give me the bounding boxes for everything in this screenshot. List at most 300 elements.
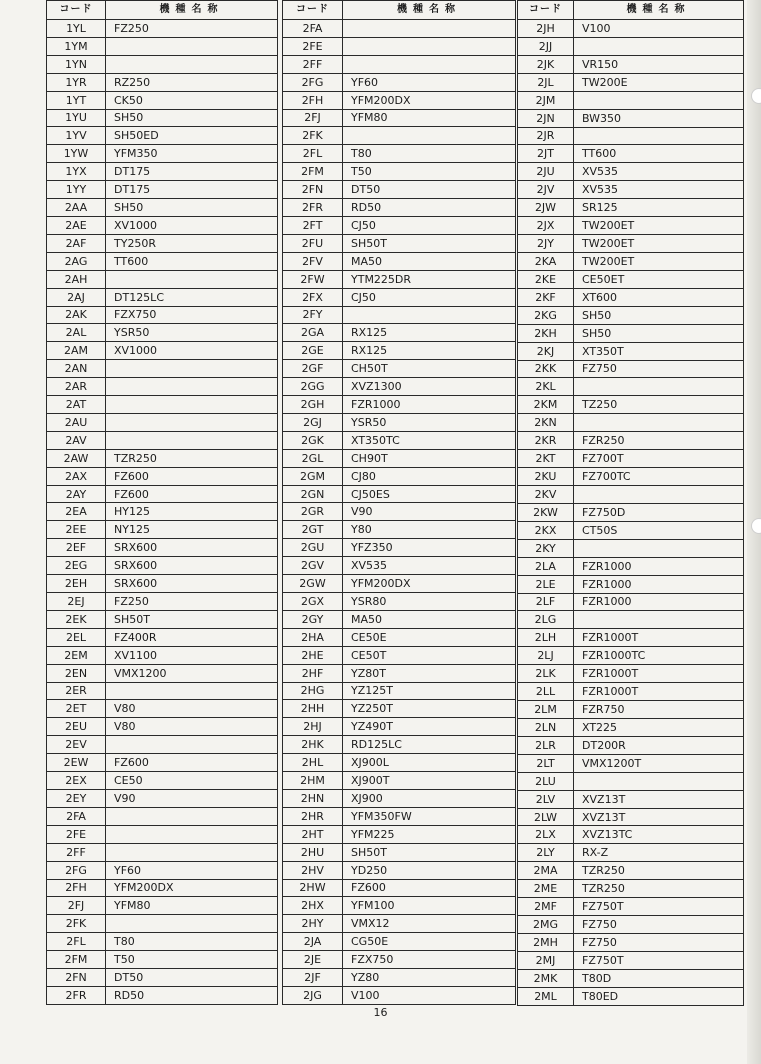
model-name-cell: FZ700T	[574, 450, 744, 468]
model-name-cell: FZ600	[106, 485, 278, 503]
model-code-table-middle	[282, 0, 516, 1005]
table-row	[518, 557, 744, 575]
table-row	[47, 413, 278, 431]
model-name-cell: FZX750	[106, 306, 278, 324]
model-name-cell: XVZ1300	[343, 378, 516, 396]
model-name-cell: CJ50	[343, 216, 516, 234]
table-row	[47, 216, 278, 234]
model-name-cell	[106, 270, 278, 288]
model-name-cell: FZX750	[343, 951, 516, 969]
model-code-cell: 2FY	[283, 306, 343, 324]
model-name-cell: TW200ET	[574, 235, 744, 253]
table-row	[283, 288, 516, 306]
model-name-cell	[106, 378, 278, 396]
model-code-cell: 2LK	[518, 665, 574, 683]
model-code-cell: 2FW	[283, 270, 343, 288]
model-name-cell: BW350	[574, 109, 744, 127]
model-code-cell: 2FE	[283, 37, 343, 55]
table-row	[518, 109, 744, 127]
table-row	[283, 252, 516, 270]
table-row	[283, 378, 516, 396]
model-code-cell: 1YU	[47, 109, 106, 127]
model-name-cell: XT350T	[574, 342, 744, 360]
table-row	[283, 772, 516, 790]
table-row	[47, 897, 278, 915]
table-row	[47, 73, 278, 91]
model-code-cell: 2KV	[518, 485, 574, 503]
model-name-cell: YZ250T	[343, 700, 516, 718]
model-code-cell: 2LR	[518, 736, 574, 754]
model-name-cell: CT50S	[574, 521, 744, 539]
model-name-cell: YFM350	[106, 145, 278, 163]
model-name-cell	[574, 485, 744, 503]
table-row	[47, 807, 278, 825]
model-name-cell: TZ250	[574, 396, 744, 414]
model-code-cell: 2EK	[47, 610, 106, 628]
table-row	[47, 575, 278, 593]
model-name-cell: XT600	[574, 288, 744, 306]
model-code-cell: 2JR	[518, 127, 574, 145]
model-code-cell: 2LX	[518, 826, 574, 844]
name-header: 機種名称	[343, 1, 516, 20]
model-code-cell: 2GM	[283, 467, 343, 485]
model-code-cell: 2EN	[47, 664, 106, 682]
model-code-cell: 2EL	[47, 628, 106, 646]
table-row	[518, 575, 744, 593]
model-code-cell: 2JU	[518, 163, 574, 181]
model-name-cell: YSR50	[106, 324, 278, 342]
table-row	[283, 539, 516, 557]
model-name-cell: FZR1000	[343, 396, 516, 414]
model-name-cell: CE50ET	[574, 270, 744, 288]
table-row	[47, 557, 278, 575]
model-code-cell: 2EF	[47, 539, 106, 557]
table-row	[283, 55, 516, 73]
model-name-cell: YFZ350	[343, 539, 516, 557]
table-row	[518, 503, 744, 521]
model-code-cell: 2JM	[518, 91, 574, 109]
model-name-cell: TT600	[574, 145, 744, 163]
model-name-cell: DT50	[343, 181, 516, 199]
model-name-cell: FZ250	[106, 593, 278, 611]
model-name-cell: FZ600	[106, 467, 278, 485]
model-name-cell: YSR80	[343, 593, 516, 611]
model-code-cell: 2AF	[47, 234, 106, 252]
model-name-cell	[106, 431, 278, 449]
model-code-cell: 2AJ	[47, 288, 106, 306]
table-row	[283, 754, 516, 772]
model-code-cell: 1YR	[47, 73, 106, 91]
model-code-cell: 2GL	[283, 449, 343, 467]
model-code-cell: 2EX	[47, 772, 106, 790]
name-header: 機種名称	[106, 1, 278, 20]
model-name-cell: CE50E	[343, 628, 516, 646]
model-name-cell: DT125LC	[106, 288, 278, 306]
table-row	[47, 109, 278, 127]
model-name-cell: YFM200DX	[106, 879, 278, 897]
model-code-cell: 2EW	[47, 754, 106, 772]
model-code-cell: 2HF	[283, 664, 343, 682]
model-code-cell: 2FR	[47, 986, 106, 1004]
model-name-cell: XV1100	[106, 646, 278, 664]
table-row	[283, 736, 516, 754]
model-code-cell: 2HJ	[283, 718, 343, 736]
model-name-cell: YZ80T	[343, 664, 516, 682]
table-row	[283, 449, 516, 467]
model-code-cell: 2GR	[283, 503, 343, 521]
table-row	[518, 862, 744, 880]
table-row	[518, 701, 744, 719]
model-name-cell: FZ750	[574, 934, 744, 952]
table-row	[283, 700, 516, 718]
table-row	[47, 360, 278, 378]
model-code-cell: 2EU	[47, 718, 106, 736]
model-code-cell: 2LY	[518, 844, 574, 862]
model-name-cell: TZR250	[574, 880, 744, 898]
model-code-cell: 2LN	[518, 718, 574, 736]
model-name-cell: XT350TC	[343, 431, 516, 449]
model-code-cell: 2FJ	[47, 897, 106, 915]
model-name-cell: SRX600	[106, 575, 278, 593]
model-name-cell: RD50	[106, 986, 278, 1004]
table-row	[47, 181, 278, 199]
table-row	[518, 629, 744, 647]
model-name-cell: XT225	[574, 718, 744, 736]
model-code-cell: 2KH	[518, 324, 574, 342]
table-row	[47, 700, 278, 718]
code-header: コード	[283, 1, 343, 20]
table-row	[518, 235, 744, 253]
model-name-cell: XJ900T	[343, 772, 516, 790]
table-row	[47, 772, 278, 790]
table-row	[283, 431, 516, 449]
model-name-cell: SRX600	[106, 539, 278, 557]
model-code-cell: 2AL	[47, 324, 106, 342]
model-name-cell	[343, 127, 516, 145]
model-name-cell: XV1000	[106, 216, 278, 234]
model-name-cell: FZR1000T	[574, 683, 744, 701]
model-code-cell: 2FE	[47, 825, 106, 843]
model-name-cell: VMX1200	[106, 664, 278, 682]
table-row	[283, 646, 516, 664]
table-row	[518, 324, 744, 342]
model-name-cell: SH50	[574, 306, 744, 324]
model-name-cell	[343, 37, 516, 55]
model-code-cell: 2GJ	[283, 413, 343, 431]
table-row	[283, 825, 516, 843]
code-header: コード	[518, 1, 574, 20]
model-code-cell: 2FM	[283, 163, 343, 181]
table-row	[283, 861, 516, 879]
model-code-cell: 2LV	[518, 790, 574, 808]
model-code-cell: 2FV	[283, 252, 343, 270]
model-code-cell: 2HL	[283, 754, 343, 772]
model-code-cell: 1YX	[47, 163, 106, 181]
table-row	[518, 772, 744, 790]
table-row	[47, 593, 278, 611]
table-row	[518, 880, 744, 898]
punch-hole-bottom	[751, 518, 761, 534]
table-row	[283, 610, 516, 628]
table-row	[283, 360, 516, 378]
model-code-cell: 2HG	[283, 682, 343, 700]
model-code-cell: 2GV	[283, 557, 343, 575]
table-row	[518, 790, 744, 808]
model-name-cell: RX-Z	[574, 844, 744, 862]
table-row	[283, 216, 516, 234]
model-code-cell: 2KU	[518, 468, 574, 486]
table-row	[518, 754, 744, 772]
model-name-cell: DT175	[106, 181, 278, 199]
model-name-cell	[343, 20, 516, 38]
model-name-cell: FZ750	[574, 360, 744, 378]
model-name-cell: V80	[106, 700, 278, 718]
model-name-cell: XVZ13TC	[574, 826, 744, 844]
table-row	[283, 879, 516, 897]
model-name-cell	[106, 843, 278, 861]
model-name-cell	[106, 736, 278, 754]
table-row	[283, 593, 516, 611]
table-row	[47, 378, 278, 396]
table-row	[518, 378, 744, 396]
model-name-cell: V90	[343, 503, 516, 521]
model-name-cell: YZ490T	[343, 718, 516, 736]
table-row	[47, 628, 278, 646]
model-code-cell: 2FG	[47, 861, 106, 879]
table-row	[47, 467, 278, 485]
table-row	[283, 270, 516, 288]
model-code-cell: 2KX	[518, 521, 574, 539]
model-code-cell: 2HK	[283, 736, 343, 754]
table-row	[47, 252, 278, 270]
table-row	[47, 825, 278, 843]
model-code-cell: 2GN	[283, 485, 343, 503]
model-code-cell: 2HA	[283, 628, 343, 646]
model-code-cell: 2LL	[518, 683, 574, 701]
model-code-cell: 2FL	[283, 145, 343, 163]
model-name-cell: V90	[106, 789, 278, 807]
model-name-cell: HY125	[106, 503, 278, 521]
model-code-cell: 2LF	[518, 593, 574, 611]
table-row	[283, 91, 516, 109]
model-code-cell: 2HR	[283, 807, 343, 825]
model-name-cell	[574, 127, 744, 145]
model-code-cell: 2LE	[518, 575, 574, 593]
model-code-cell: 2AG	[47, 252, 106, 270]
table-row	[283, 181, 516, 199]
model-name-cell	[106, 915, 278, 933]
model-code-cell: 2JY	[518, 235, 574, 253]
model-code-cell: 2KL	[518, 378, 574, 396]
model-code-cell: 2HX	[283, 897, 343, 915]
model-name-cell: T80ED	[574, 987, 744, 1005]
model-name-cell: FZR1000T	[574, 665, 744, 683]
model-name-cell: SH50	[106, 109, 278, 127]
model-name-cell: MA50	[343, 252, 516, 270]
model-name-cell: TY250R	[106, 234, 278, 252]
table-row	[283, 396, 516, 414]
table-row	[283, 324, 516, 342]
model-code-cell: 1YT	[47, 91, 106, 109]
model-code-cell: 2AW	[47, 449, 106, 467]
model-code-cell: 2AN	[47, 360, 106, 378]
model-code-cell: 2LM	[518, 701, 574, 719]
table-row	[47, 234, 278, 252]
model-code-cell: 2GH	[283, 396, 343, 414]
table-row	[283, 485, 516, 503]
model-code-cell: 2FH	[47, 879, 106, 897]
model-name-cell	[574, 414, 744, 432]
table-row	[47, 915, 278, 933]
model-code-cell: 2GT	[283, 521, 343, 539]
table-row	[47, 521, 278, 539]
model-code-cell: 2LW	[518, 808, 574, 826]
table-row	[518, 91, 744, 109]
model-name-cell: RZ250	[106, 73, 278, 91]
model-code-cell: 2FT	[283, 216, 343, 234]
table-row	[47, 610, 278, 628]
table-row	[518, 342, 744, 360]
model-code-cell: 2FM	[47, 951, 106, 969]
model-name-cell	[574, 772, 744, 790]
table-row	[283, 664, 516, 682]
model-name-cell: FZR1000TC	[574, 647, 744, 665]
model-name-cell	[574, 378, 744, 396]
model-name-cell: YF60	[343, 73, 516, 91]
table-row	[283, 413, 516, 431]
table-row	[47, 861, 278, 879]
table-row	[283, 933, 516, 951]
model-name-cell: TW200E	[574, 73, 744, 91]
model-code-cell: 2EM	[47, 646, 106, 664]
model-name-cell: SH50	[574, 324, 744, 342]
model-name-cell: YFM100	[343, 897, 516, 915]
table-row	[518, 145, 744, 163]
model-code-cell: 2JW	[518, 199, 574, 217]
model-name-cell: XV535	[343, 557, 516, 575]
model-name-cell: RD125LC	[343, 736, 516, 754]
table-row	[47, 163, 278, 181]
model-code-cell: 2JV	[518, 181, 574, 199]
table-row	[283, 789, 516, 807]
table-row	[283, 986, 516, 1004]
model-code-cell: 1YN	[47, 55, 106, 73]
model-name-cell: RX125	[343, 324, 516, 342]
model-name-cell: DT50	[106, 969, 278, 987]
table-row	[518, 199, 744, 217]
model-code-cell: 2GF	[283, 360, 343, 378]
model-name-cell: FZ600	[106, 754, 278, 772]
table-row	[47, 342, 278, 360]
table-row	[518, 898, 744, 916]
table-row	[47, 503, 278, 521]
model-name-cell: NY125	[106, 521, 278, 539]
model-code-cell: 2JF	[283, 969, 343, 987]
model-name-cell: TZR250	[574, 862, 744, 880]
model-name-cell	[106, 396, 278, 414]
code-header: コード	[47, 1, 106, 20]
table-row	[47, 431, 278, 449]
model-code-cell: 2AK	[47, 306, 106, 324]
table-row	[518, 432, 744, 450]
table-row	[518, 808, 744, 826]
table-row	[518, 450, 744, 468]
model-code-cell: 2JE	[283, 951, 343, 969]
model-name-cell: YSR50	[343, 413, 516, 431]
model-code-cell: 2GU	[283, 539, 343, 557]
model-code-cell: 2FR	[283, 199, 343, 217]
model-name-cell: XV535	[574, 181, 744, 199]
table-row	[518, 539, 744, 557]
model-name-cell: FZ400R	[106, 628, 278, 646]
model-code-cell: 2EY	[47, 789, 106, 807]
table-row	[518, 181, 744, 199]
model-code-cell: 2HU	[283, 843, 343, 861]
model-name-cell: T80D	[574, 969, 744, 987]
model-code-cell: 2MG	[518, 916, 574, 934]
model-code-cell: 2LA	[518, 557, 574, 575]
model-name-cell	[106, 413, 278, 431]
table-row	[518, 951, 744, 969]
model-code-cell: 2GE	[283, 342, 343, 360]
model-name-cell: FZ750T	[574, 951, 744, 969]
model-code-cell: 2GY	[283, 610, 343, 628]
model-code-cell: 2HT	[283, 825, 343, 843]
model-name-cell: T80	[343, 145, 516, 163]
table-row	[47, 736, 278, 754]
model-code-cell: 1YY	[47, 181, 106, 199]
table-row	[283, 951, 516, 969]
table-row	[47, 145, 278, 163]
table-row	[47, 127, 278, 145]
model-name-cell: YF60	[106, 861, 278, 879]
model-name-cell: CJ50ES	[343, 485, 516, 503]
model-code-cell: 2JH	[518, 20, 574, 38]
table-row	[283, 145, 516, 163]
table-row	[518, 736, 744, 754]
model-code-cell: 2FU	[283, 234, 343, 252]
model-name-cell: RX125	[343, 342, 516, 360]
model-code-cell: 2LT	[518, 754, 574, 772]
model-code-cell: 2LG	[518, 611, 574, 629]
table-row	[47, 396, 278, 414]
table-row	[518, 683, 744, 701]
model-name-cell	[106, 37, 278, 55]
model-name-cell: SR125	[574, 199, 744, 217]
table-row	[283, 915, 516, 933]
model-name-cell: CH50T	[343, 360, 516, 378]
model-code-cell: 2FF	[47, 843, 106, 861]
table-row	[518, 217, 744, 235]
table-row	[47, 682, 278, 700]
model-name-cell: CJ80	[343, 467, 516, 485]
table-row	[283, 843, 516, 861]
table-row	[47, 789, 278, 807]
table-row	[518, 647, 744, 665]
model-code-cell: 2AE	[47, 216, 106, 234]
table-row	[518, 521, 744, 539]
model-name-cell: FZR1000	[574, 575, 744, 593]
model-name-cell: RD50	[343, 199, 516, 217]
table-row	[518, 270, 744, 288]
table-row	[47, 951, 278, 969]
table-row	[47, 933, 278, 951]
name-header: 機種名称	[574, 1, 744, 20]
model-code-cell: 2JK	[518, 55, 574, 73]
model-name-cell: SH50T	[343, 234, 516, 252]
model-name-cell: YFM225	[343, 825, 516, 843]
table-row	[518, 665, 744, 683]
